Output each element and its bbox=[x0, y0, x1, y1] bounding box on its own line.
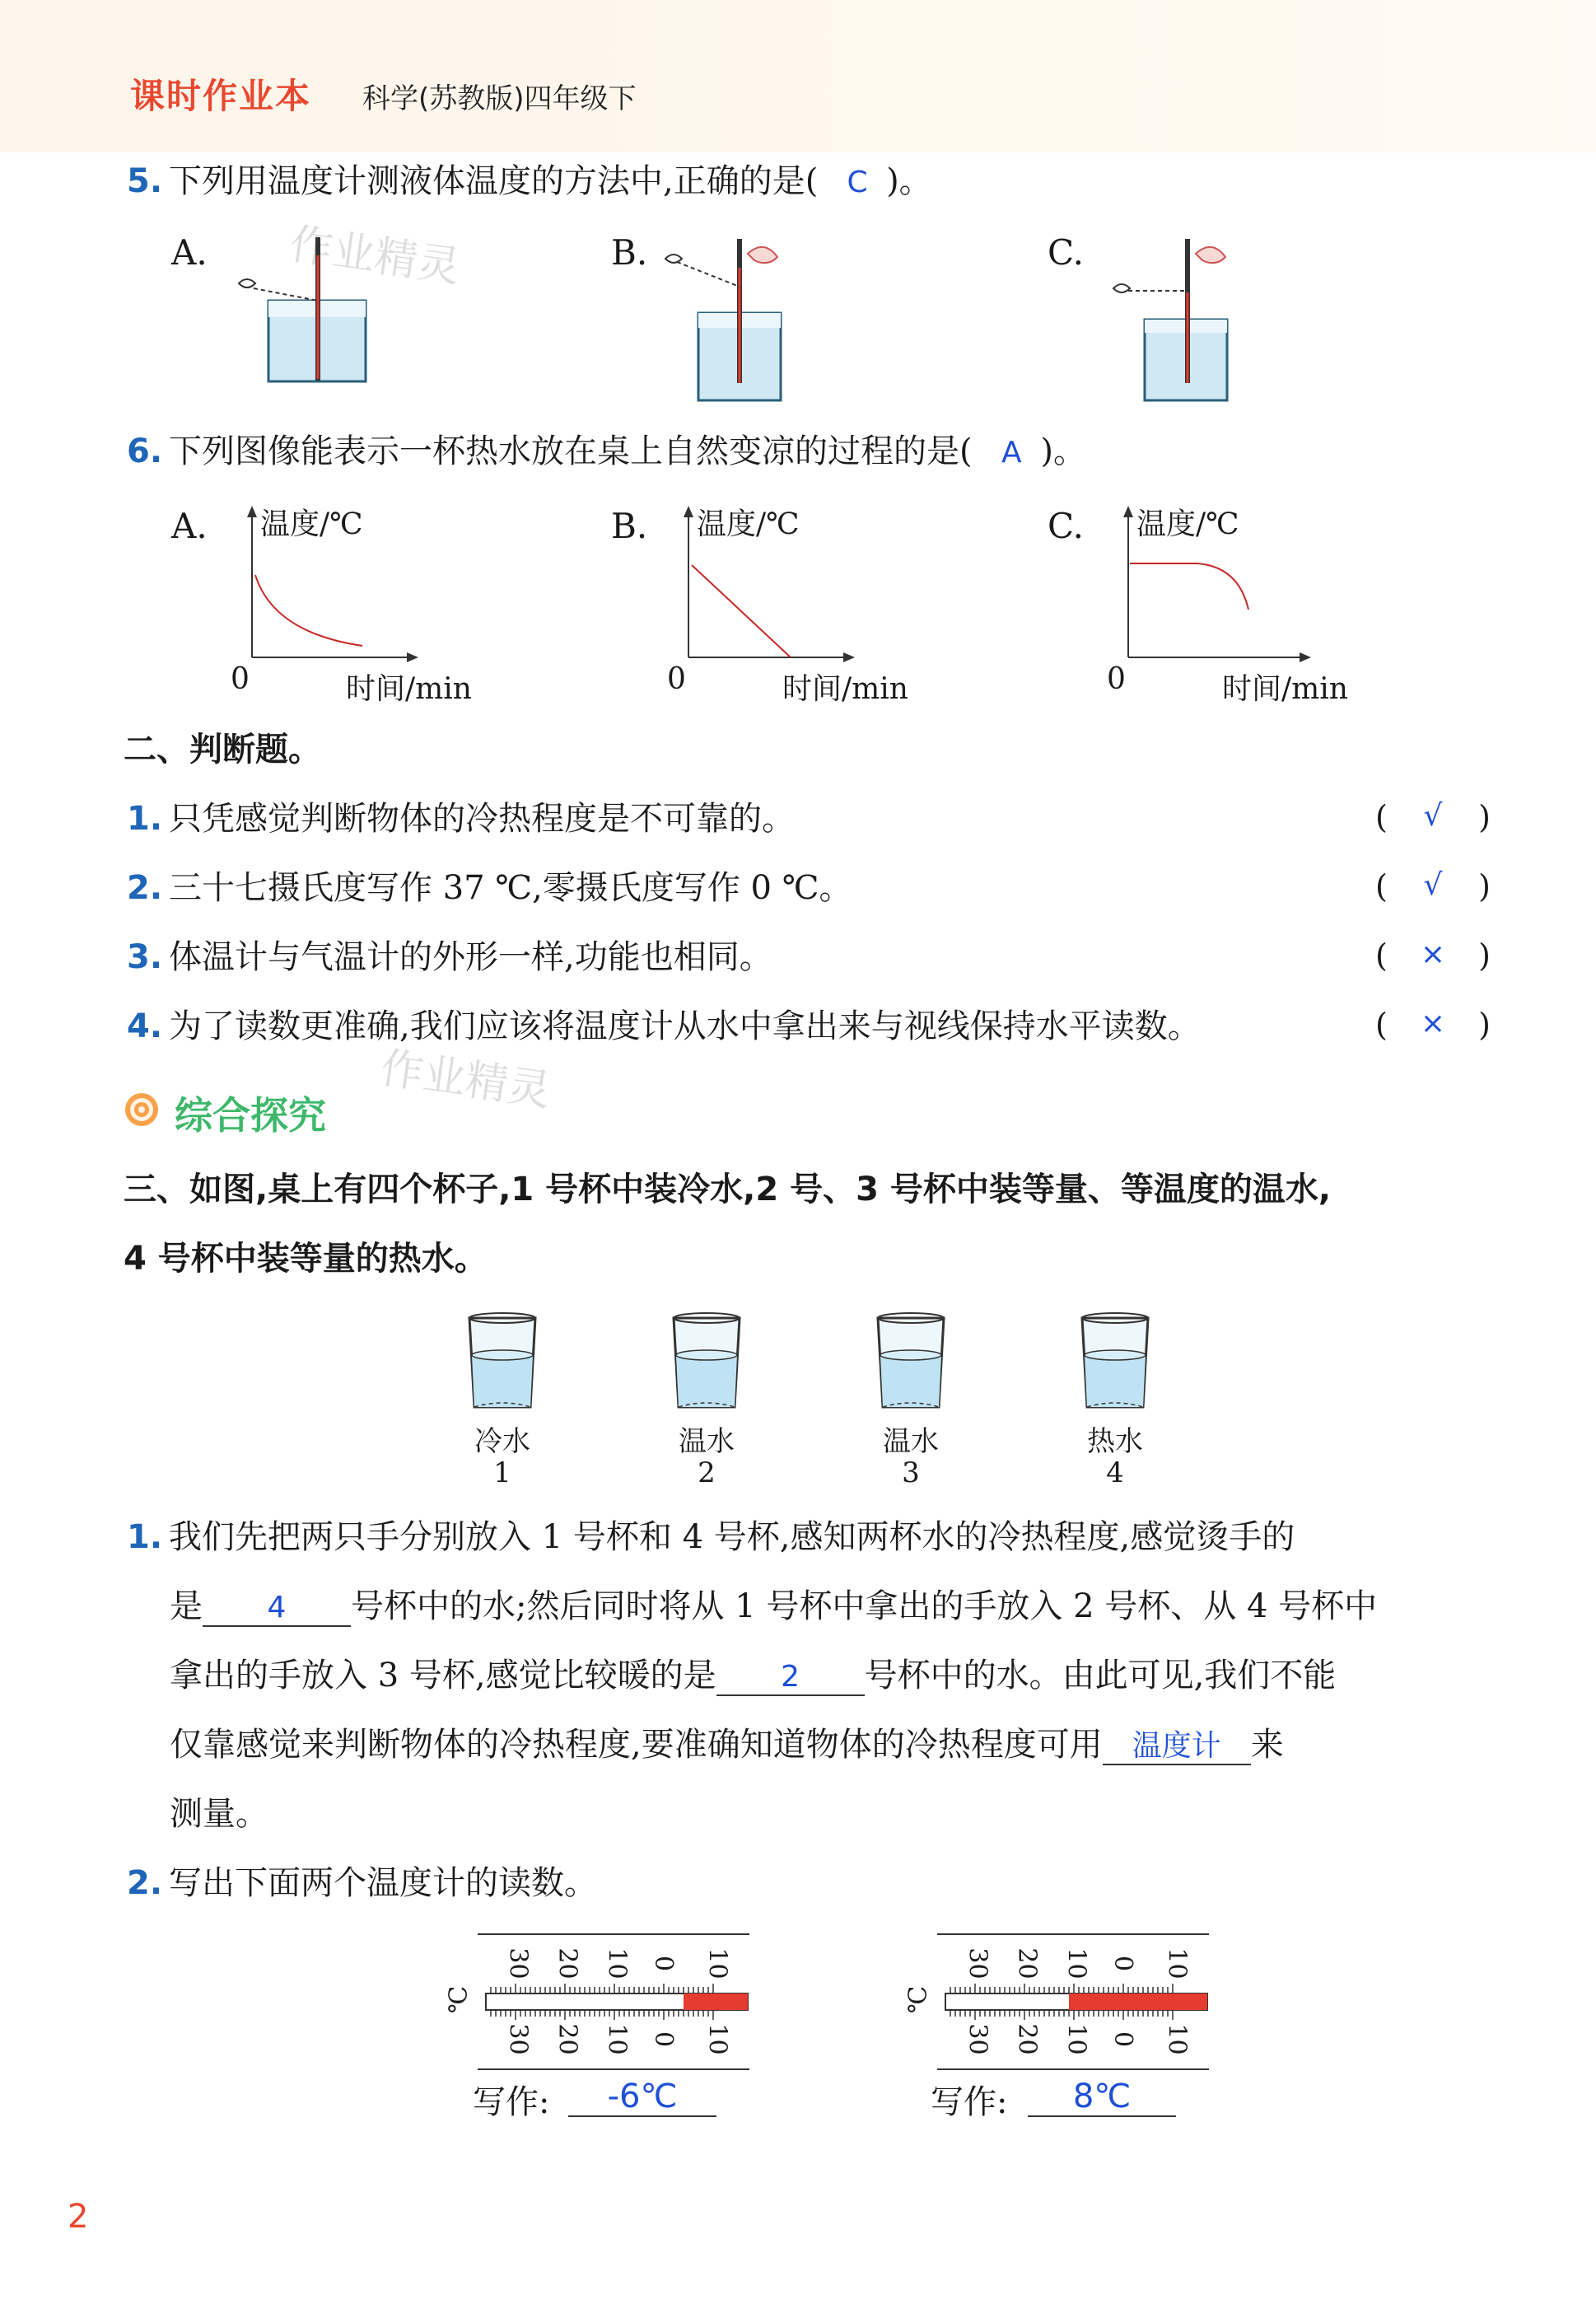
unit-label: ℃ bbox=[903, 1985, 933, 2014]
question-number: 2. bbox=[127, 1864, 163, 1902]
answer: A bbox=[1001, 436, 1022, 470]
judge-answer-3 bbox=[1375, 937, 1491, 974]
text-segment: 来 bbox=[1250, 1726, 1284, 1764]
blank-answer-1: 4 bbox=[203, 1590, 351, 1627]
graph-b-label: B. bbox=[611, 506, 648, 546]
bracket-close: ) bbox=[1478, 937, 1491, 974]
option-a-label: A. bbox=[171, 232, 208, 273]
bracket-close: ) bbox=[1478, 868, 1491, 904]
question-text: 下列图像能表示一杯热水放在桌上自然变凉的过程的是( bbox=[169, 432, 973, 470]
write-label-1: 写作: bbox=[473, 2083, 550, 2121]
part3-intro-line1: 三、如图,桌上有四个杯子,1 号杯中装冷水,2 号、3 号杯中装等量、等温度的温水, bbox=[124, 1171, 1332, 1208]
question-number: 4. bbox=[127, 1007, 163, 1045]
option-b-label: B. bbox=[611, 232, 648, 273]
question-number: 6. bbox=[127, 432, 163, 470]
tick-label: 0 bbox=[649, 2031, 679, 2048]
cup-4-number: 4 bbox=[1106, 1456, 1124, 1489]
watermark: 作业精灵 bbox=[287, 219, 464, 293]
thermometer-1 bbox=[436, 1928, 766, 2101]
part3-intro-line2: 4 号杯中装等量的热水。 bbox=[124, 1240, 488, 1278]
judge-item-1 bbox=[127, 799, 795, 839]
question-text: 写出下面两个温度计的读数。 bbox=[169, 1864, 598, 1902]
tick-label: 0 bbox=[1108, 1955, 1138, 1972]
p3-q1-line4 bbox=[170, 1725, 1284, 1765]
statement: 为了读数更准确,我们应该将温度计从水中拿出来与视线保持水平读数。 bbox=[169, 1007, 1201, 1045]
question-number: 1. bbox=[127, 1518, 163, 1556]
text-segment: 号杯中的水。由此可见,我们不能 bbox=[864, 1657, 1337, 1694]
judge-answer-2 bbox=[1375, 868, 1491, 904]
graph-b bbox=[667, 501, 939, 707]
origin-label: 0 bbox=[667, 662, 686, 696]
cup-1-number: 1 bbox=[493, 1456, 511, 1489]
blank-answer-2: 2 bbox=[716, 1659, 865, 1696]
spiral-icon bbox=[124, 1091, 160, 1128]
judge-item-2 bbox=[127, 868, 852, 908]
tick-label: 20 bbox=[1012, 2023, 1042, 2055]
question-5 bbox=[127, 161, 932, 201]
x-axis-label: 时间/min bbox=[346, 672, 472, 706]
statement: 体温计与气温计的外形一样,功能也相同。 bbox=[169, 938, 772, 976]
p3-q1-line1 bbox=[127, 1517, 1295, 1557]
graph-a bbox=[231, 501, 502, 707]
cup-3-number: 3 bbox=[902, 1456, 920, 1489]
cup-3-label: 温水 bbox=[883, 1425, 939, 1458]
question-close: )。 bbox=[886, 162, 932, 200]
option-c-label: C. bbox=[1048, 232, 1084, 273]
y-axis-label: 温度/℃ bbox=[260, 507, 363, 541]
series-title: 课时作业本 bbox=[130, 76, 312, 116]
tick-label: 0 bbox=[649, 1955, 679, 1972]
cup-2-label: 温水 bbox=[679, 1425, 735, 1458]
part2-title: 二、判断题。 bbox=[124, 731, 321, 769]
text-segment: 是 bbox=[170, 1587, 203, 1625]
y-axis-label: 温度/℃ bbox=[1136, 507, 1239, 541]
question-number: 3. bbox=[127, 938, 163, 976]
tick-label: 30 bbox=[503, 1947, 533, 1979]
question-number: 5. bbox=[127, 162, 163, 200]
section-title: 综合探究 bbox=[175, 1093, 326, 1138]
text-segment: 号杯中的水;然后同时将从 1 号杯中拿出的手放入 2 号杯、从 4 号杯中 bbox=[351, 1587, 1378, 1625]
answer: √ bbox=[1423, 868, 1443, 902]
tick-label: 30 bbox=[963, 1947, 992, 1979]
question-close: )。 bbox=[1040, 432, 1086, 470]
beaker-a-figure bbox=[222, 222, 371, 387]
bracket-open: ( bbox=[1375, 799, 1388, 835]
thermometer-2 bbox=[896, 1928, 1225, 2101]
bracket-open: ( bbox=[1375, 1007, 1388, 1043]
beaker-c-figure bbox=[1104, 231, 1268, 412]
graph-c-label: C. bbox=[1048, 506, 1084, 546]
question-text: 我们先把两只手分别放入 1 号杯和 4 号杯,感知两杯水的冷热程度,感觉烫手的 bbox=[169, 1518, 1295, 1556]
origin-label: 0 bbox=[231, 662, 250, 696]
tick-label: 0 bbox=[1108, 2031, 1138, 2048]
answer: × bbox=[1420, 1007, 1446, 1040]
statement: 三十七摄氏度写作 37 ℃,零摄氏度写作 0 ℃。 bbox=[169, 869, 852, 907]
answer: C bbox=[847, 166, 868, 199]
bracket-open: ( bbox=[1375, 868, 1388, 904]
p3-q2 bbox=[127, 1863, 597, 1903]
answer: × bbox=[1420, 937, 1446, 971]
tick-label: 10 bbox=[1162, 2023, 1192, 2055]
beaker-b-figure bbox=[659, 231, 824, 412]
judge-item-3 bbox=[127, 937, 772, 977]
answer: √ bbox=[1423, 799, 1443, 833]
question-number: 2. bbox=[127, 869, 163, 907]
blank-answer-3: 温度计 bbox=[1103, 1728, 1251, 1765]
question-number: 1. bbox=[127, 800, 163, 838]
thermometer-2-answer: 8℃ bbox=[1028, 2078, 1176, 2117]
p3-q1-line2 bbox=[170, 1587, 1377, 1627]
x-axis-label: 时间/min bbox=[1222, 672, 1348, 706]
write-label-2: 写作: bbox=[931, 2083, 1008, 2121]
text-segment: 拿出的手放入 3 号杯,感觉比较暖的是 bbox=[170, 1657, 716, 1694]
judge-answer-1 bbox=[1375, 799, 1491, 835]
tick-label: 20 bbox=[553, 2023, 582, 2055]
tick-label: 20 bbox=[1012, 1947, 1042, 1979]
x-axis-label: 时间/min bbox=[782, 672, 908, 706]
tick-label: 10 bbox=[602, 2023, 632, 2055]
thermometer-1-answer: -6℃ bbox=[568, 2078, 716, 2117]
subject-title: 科学(苏教版)四年级下 bbox=[362, 82, 637, 115]
graph-a-label: A. bbox=[171, 506, 208, 546]
cup-2-number: 2 bbox=[698, 1456, 716, 1489]
cup-1 bbox=[461, 1310, 544, 1417]
text-segment: 仅靠感觉来判断物体的冷热程度,要准确知道物体的冷热程度可用 bbox=[170, 1726, 1103, 1764]
question-text: 下列用温度计测液体温度的方法中,正确的是( bbox=[169, 162, 819, 200]
tick-label: 10 bbox=[1062, 1947, 1091, 1979]
p3-q1-line3 bbox=[170, 1656, 1336, 1696]
tick-label: 10 bbox=[602, 1947, 632, 1979]
bracket-close: ) bbox=[1478, 1007, 1491, 1043]
question-6 bbox=[127, 432, 1086, 471]
cup-2 bbox=[665, 1310, 748, 1417]
cup-4 bbox=[1074, 1310, 1156, 1417]
judge-answer-4 bbox=[1375, 1007, 1491, 1043]
watermark: 作业精灵 bbox=[377, 1043, 554, 1117]
bracket-close: ) bbox=[1478, 799, 1491, 835]
bracket-open: ( bbox=[1375, 937, 1388, 974]
cup-3 bbox=[870, 1310, 952, 1417]
tick-label: 30 bbox=[963, 2023, 992, 2055]
tick-label: 10 bbox=[702, 1947, 732, 1979]
tick-label: 20 bbox=[553, 1947, 582, 1979]
graph-c bbox=[1099, 501, 1395, 707]
page-number: 2 bbox=[68, 2198, 89, 2236]
tick-label: 10 bbox=[1162, 1947, 1192, 1979]
judge-item-4 bbox=[127, 1007, 1201, 1046]
cup-4-label: 热水 bbox=[1087, 1425, 1143, 1458]
unit-label: ℃ bbox=[444, 1985, 474, 2014]
y-axis-label: 温度/℃ bbox=[697, 507, 800, 541]
tick-label: 10 bbox=[702, 2023, 732, 2055]
tick-label: 10 bbox=[1062, 2023, 1091, 2055]
statement: 只凭感觉判断物体的冷热程度是不可靠的。 bbox=[169, 800, 796, 838]
tick-label: 30 bbox=[503, 2023, 533, 2055]
p3-q1-line5: 测量。 bbox=[170, 1795, 268, 1833]
cup-1-label: 冷水 bbox=[474, 1425, 530, 1458]
origin-label: 0 bbox=[1107, 662, 1126, 696]
